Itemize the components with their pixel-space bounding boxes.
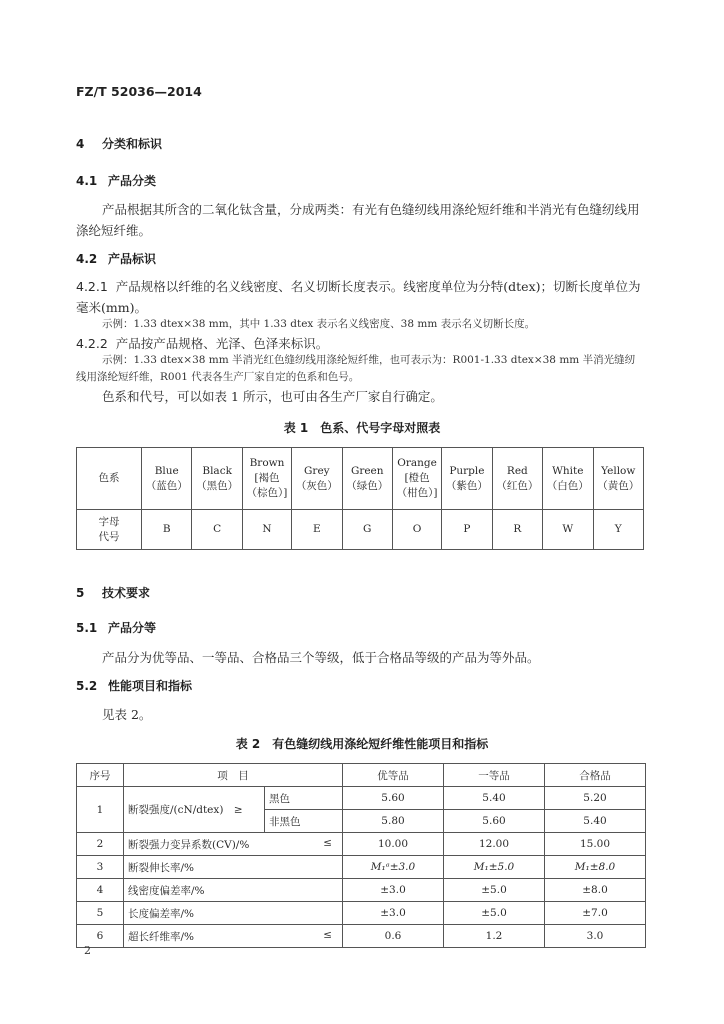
value-cell: 5.20 [545, 787, 646, 810]
value-cell: ±3.0 [343, 902, 444, 925]
section-title: 技术要求 [102, 586, 151, 600]
row-number: 6 [77, 925, 124, 948]
section-title: 产品分类 [108, 174, 157, 188]
table-row [77, 902, 646, 925]
letter-code-cell: G [342, 510, 392, 550]
value-cell: 5.40 [444, 787, 545, 810]
table-row [77, 856, 646, 879]
operator: ≤ [323, 928, 332, 941]
section-4-1-heading [76, 172, 156, 189]
paragraph-5-1: 产品分为优等品、一等品、合格品三个等级，低于合格品等级的产品为等外品。 [102, 650, 540, 665]
value-cell: 3.0 [545, 925, 646, 948]
color-name-cell: Purple （紫色） [442, 448, 492, 510]
letter-code-cell: N [242, 510, 291, 550]
color-name-cell: Red （红色） [492, 448, 542, 510]
value-cell: 5.60 [343, 787, 444, 810]
clause-text: 产品规格以纤维的名义线密度、名义切断长度表示。线密度单位为分特(dtex)；切断长度单位为毫米(mm)。 [76, 279, 641, 315]
color-name-cell: Green （绿色） [342, 448, 392, 510]
paragraph-color-code: 色系和代号，可以如表 1 所示，也可由各生产厂家自行确定。 [102, 389, 443, 404]
item-cell [124, 879, 343, 902]
row-number: 4 [77, 879, 124, 902]
letter-code-cell: Y [593, 510, 644, 550]
section-4-2-heading [76, 250, 156, 267]
item-label: 超长纤维率/% [128, 930, 195, 943]
color-name-cell: Grey （灰色） [292, 448, 342, 510]
item-label: 断裂伸长率/% [128, 861, 195, 874]
section-number: 4 [76, 137, 85, 151]
section-number: 5.1 [76, 621, 98, 635]
value-cell: M₁±5.0 [444, 856, 545, 879]
letter-code-cell: P [442, 510, 492, 550]
section-5-2-heading [76, 677, 192, 694]
table-row [77, 879, 646, 902]
table-row [77, 833, 646, 856]
section-title: 分类和标识 [102, 137, 163, 151]
sub-item-cell: 非黑色 [265, 810, 343, 833]
value-cell: ±3.0 [343, 879, 444, 902]
letter-code-cell: B [142, 510, 192, 550]
paragraph-5-2: 见表 2。 [102, 707, 152, 722]
value-cell: 5.40 [545, 810, 646, 833]
value-cell: 12.00 [444, 833, 545, 856]
example-2: 示例：1.33 dtex×38 mm 半消光红色缝纫线用涤纶短纤维，也可表示为：R001-1.33 dtex×38 mm 半消光缝纫线用涤纶短纤维，R001 代表各生产厂家自定的色系和色号。 [76, 354, 636, 383]
color-name-cell: Blue （蓝色） [142, 448, 192, 510]
section-number: 5.2 [76, 679, 98, 693]
clause-text: 产品按产品规格、光泽、色泽来标识。 [115, 336, 329, 351]
operator: ≤ [323, 836, 332, 849]
header-cell: 序号 [77, 764, 124, 787]
row-number: 3 [77, 856, 124, 879]
header-cell: 一等品 [444, 764, 545, 787]
color-name-cell: Orange [橙色 （柑色）] [392, 448, 441, 510]
section-5-heading [76, 584, 150, 601]
row-number: 2 [77, 833, 124, 856]
letter-code-cell: O [392, 510, 441, 550]
color-code-table [76, 447, 644, 550]
section-number: 5 [76, 586, 85, 600]
item-label: 长度偏差率/% [128, 907, 195, 920]
item-label: 断裂强力变异系数(CV)/% [128, 838, 250, 851]
color-name-cell: Black （黑色） [192, 448, 242, 510]
table-2-caption: 表 2 有色缝纫线用涤纶短纤维性能项目和指标 [235, 737, 489, 751]
value-cell: 5.60 [444, 810, 545, 833]
color-name-cell: Yellow （黄色） [593, 448, 644, 510]
letter-code-cell: W [543, 510, 593, 550]
table-1-caption: 表 1 色系、代号字母对照表 [283, 421, 441, 435]
letter-code-cell: R [492, 510, 542, 550]
value-cell: 15.00 [545, 833, 646, 856]
value-cell: 5.80 [343, 810, 444, 833]
table-row [77, 925, 646, 948]
item-cell [124, 833, 343, 856]
row-number: 1 [77, 787, 124, 833]
document-code: FZ/T 52036—2014 [76, 84, 202, 99]
item-cell [124, 925, 343, 948]
value-cell: M₁ᵃ±3.0 [343, 856, 444, 879]
letter-code-cell: C [192, 510, 242, 550]
section-title: 产品分等 [108, 621, 157, 635]
value-cell: ±5.0 [444, 879, 545, 902]
section-number: 4.2 [76, 252, 98, 266]
item-label: 线密度偏差率/% [128, 884, 205, 897]
item-cell: 断裂强度/(cN/dtex) ≥ [124, 787, 265, 833]
item-cell [124, 856, 343, 879]
example-1: 示例：1.33 dtex×38 mm，其中 1.33 dtex 表示名义线密度、38 mm 表示名义切断长度。 [102, 318, 536, 330]
clause-number: 4.2.1 [76, 279, 108, 294]
header-cell: 优等品 [343, 764, 444, 787]
value-cell: M₁±8.0 [545, 856, 646, 879]
header-cell: 项 目 [124, 764, 343, 787]
page-number: 2 [84, 944, 91, 957]
clause-number: 4.2.2 [76, 336, 108, 351]
letter-code-cell: E [292, 510, 342, 550]
value-cell: 10.00 [343, 833, 444, 856]
color-name-cell: Brown [褐色 （棕色）] [242, 448, 291, 510]
value-cell: 0.6 [343, 925, 444, 948]
section-number: 4.1 [76, 174, 98, 188]
value-cell: 1.2 [444, 925, 545, 948]
sub-item-cell: 黑色 [265, 787, 343, 810]
table-row [77, 787, 646, 810]
section-title: 性能项目和指标 [108, 679, 193, 693]
performance-table [76, 763, 646, 948]
section-4-heading [76, 135, 162, 152]
section-title: 产品标识 [108, 252, 157, 266]
row-label-color-system: 色系 [77, 448, 142, 510]
row-label-letter-code: 字母 代号 [77, 510, 142, 550]
paragraph-4-1: 产品根据其所含的二氧化钛含量，分成两类：有光有色缝纫线用涤纶短纤维和半消光有色缝纫线用涤纶短纤维。 [76, 202, 640, 238]
value-cell: ±8.0 [545, 879, 646, 902]
value-cell: ±7.0 [545, 902, 646, 925]
clause-4-2-1 [76, 276, 646, 318]
color-name-cell: White （白色） [543, 448, 593, 510]
item-cell [124, 902, 343, 925]
header-cell: 合格品 [545, 764, 646, 787]
clause-4-2-2 [76, 333, 646, 354]
row-number: 5 [77, 902, 124, 925]
value-cell: ±5.0 [444, 902, 545, 925]
section-5-1-heading [76, 619, 156, 636]
